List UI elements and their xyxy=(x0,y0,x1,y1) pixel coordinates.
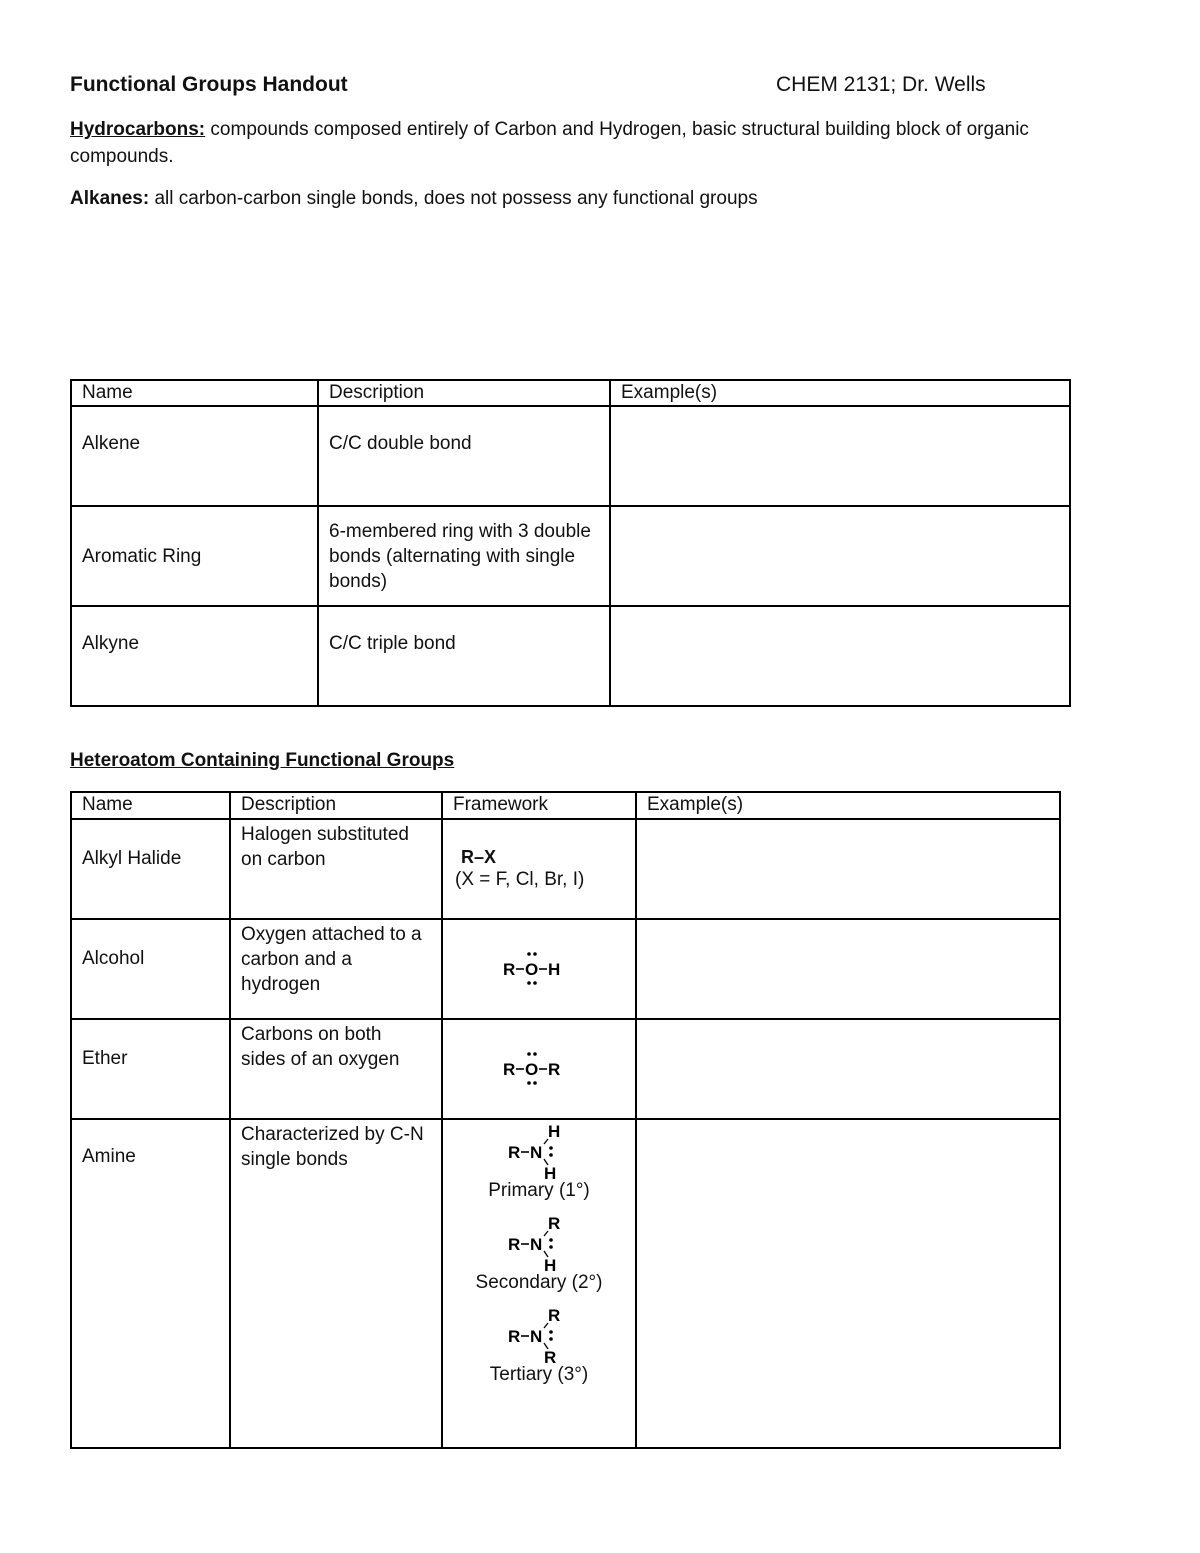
atom-left: R xyxy=(503,1060,516,1079)
atom-center: N xyxy=(530,1235,543,1254)
row-description: Characterized by C-N single bonds xyxy=(230,1119,442,1448)
atom-top: R xyxy=(548,1306,561,1325)
atom-left: R xyxy=(508,1143,521,1162)
row-description: C/C double bond xyxy=(318,406,610,506)
row-name: Alkyne xyxy=(71,606,318,706)
page-title: Functional Groups Handout xyxy=(70,73,348,96)
row-description: Oxygen attached to a carbon and a hydrogen xyxy=(230,919,442,1019)
header-name: Name xyxy=(71,380,318,406)
row-example xyxy=(610,406,1070,506)
row-framework xyxy=(442,1119,636,1448)
row-description: Carbons on both sides of an oxygen xyxy=(230,1019,442,1119)
atom-center: N xyxy=(530,1143,543,1162)
table-row xyxy=(71,506,1070,606)
atom-top: H xyxy=(548,1122,561,1141)
hydrocarbons-text: compounds composed entirely of Carbon and Hydrogen, basic structural building block of organic compounds. xyxy=(70,119,1029,167)
header-name: Name xyxy=(71,792,230,819)
header-description: Description xyxy=(318,380,610,406)
row-example xyxy=(610,506,1070,606)
atom-center: O xyxy=(525,960,539,979)
header-examples: Example(s) xyxy=(610,380,1070,406)
table-row xyxy=(71,1119,1060,1448)
amine-type-label: Primary (1°) xyxy=(488,1180,590,1201)
table-row xyxy=(71,606,1070,706)
atom-center: O xyxy=(525,1060,539,1079)
row-framework xyxy=(442,919,636,1019)
row-name: Alcohol xyxy=(71,919,230,1019)
alkanes-text: all carbon-carbon single bonds, does not possess any functional groups xyxy=(149,188,758,209)
row-framework xyxy=(442,1019,636,1119)
amine-type-label: Secondary (2°) xyxy=(475,1272,603,1293)
atom-left: R xyxy=(503,960,516,979)
framework-note: (X = F, Cl, Br, I) xyxy=(455,869,585,890)
header-examples: Example(s) xyxy=(636,792,1060,819)
atom-left: R xyxy=(508,1327,521,1346)
alkanes-term: Alkanes: xyxy=(70,188,150,209)
table-row xyxy=(71,819,1060,919)
hydrocarbons-definition xyxy=(70,116,1110,170)
atom-top: R xyxy=(548,1214,561,1233)
secondary-amine-structure xyxy=(494,1214,584,1272)
tertiary-amine-structure xyxy=(494,1306,584,1364)
table-row xyxy=(71,919,1060,1019)
row-description: 6-membered ring with 3 double bonds (alternating with single bonds) xyxy=(318,506,610,606)
row-example xyxy=(636,819,1060,919)
header-framework: Framework xyxy=(442,792,636,819)
atom-bottom: H xyxy=(544,1256,557,1272)
alcohol-structure xyxy=(494,944,584,994)
section-heading: Heteroatom Containing Functional Groups xyxy=(70,750,455,771)
table-row xyxy=(71,406,1070,506)
row-description: C/C triple bond xyxy=(318,606,610,706)
atom-bottom: R xyxy=(544,1348,557,1364)
row-name: Aromatic Ring xyxy=(71,506,318,606)
atom-right: H xyxy=(548,960,561,979)
course-info: CHEM 2131; Dr. Wells xyxy=(776,73,986,96)
amine-tertiary xyxy=(449,1306,629,1386)
table-header-row xyxy=(71,792,1060,819)
framework-formula: R–X xyxy=(461,847,497,867)
alkyl-halide-framework xyxy=(447,846,631,892)
primary-amine-structure xyxy=(494,1122,584,1180)
header-description: Description xyxy=(230,792,442,819)
row-example xyxy=(610,606,1070,706)
row-description: Halogen substituted on carbon xyxy=(230,819,442,919)
amine-secondary xyxy=(449,1214,629,1294)
row-name: Ether xyxy=(71,1019,230,1119)
atom-center: N xyxy=(530,1327,543,1346)
table-header-row xyxy=(71,380,1070,406)
row-example xyxy=(636,919,1060,1019)
ether-structure xyxy=(494,1044,584,1094)
atom-right: R xyxy=(548,1060,561,1079)
heteroatom-groups-table xyxy=(70,791,1061,1449)
row-name: Alkene xyxy=(71,406,318,506)
atom-left: R xyxy=(508,1235,521,1254)
hydrocarbons-term: Hydrocarbons: xyxy=(70,119,206,140)
row-example xyxy=(636,1019,1060,1119)
amine-type-label: Tertiary (3°) xyxy=(489,1364,589,1385)
row-example xyxy=(636,1119,1060,1448)
amine-frameworks xyxy=(449,1122,629,1386)
row-name: Amine xyxy=(71,1119,230,1448)
amine-primary xyxy=(449,1122,629,1202)
atom-bottom: H xyxy=(544,1164,557,1180)
alkanes-definition xyxy=(70,185,1110,212)
table-row xyxy=(71,1019,1060,1119)
row-framework xyxy=(442,819,636,919)
hydrocarbon-groups-table xyxy=(70,379,1071,707)
row-name: Alkyl Halide xyxy=(71,819,230,919)
